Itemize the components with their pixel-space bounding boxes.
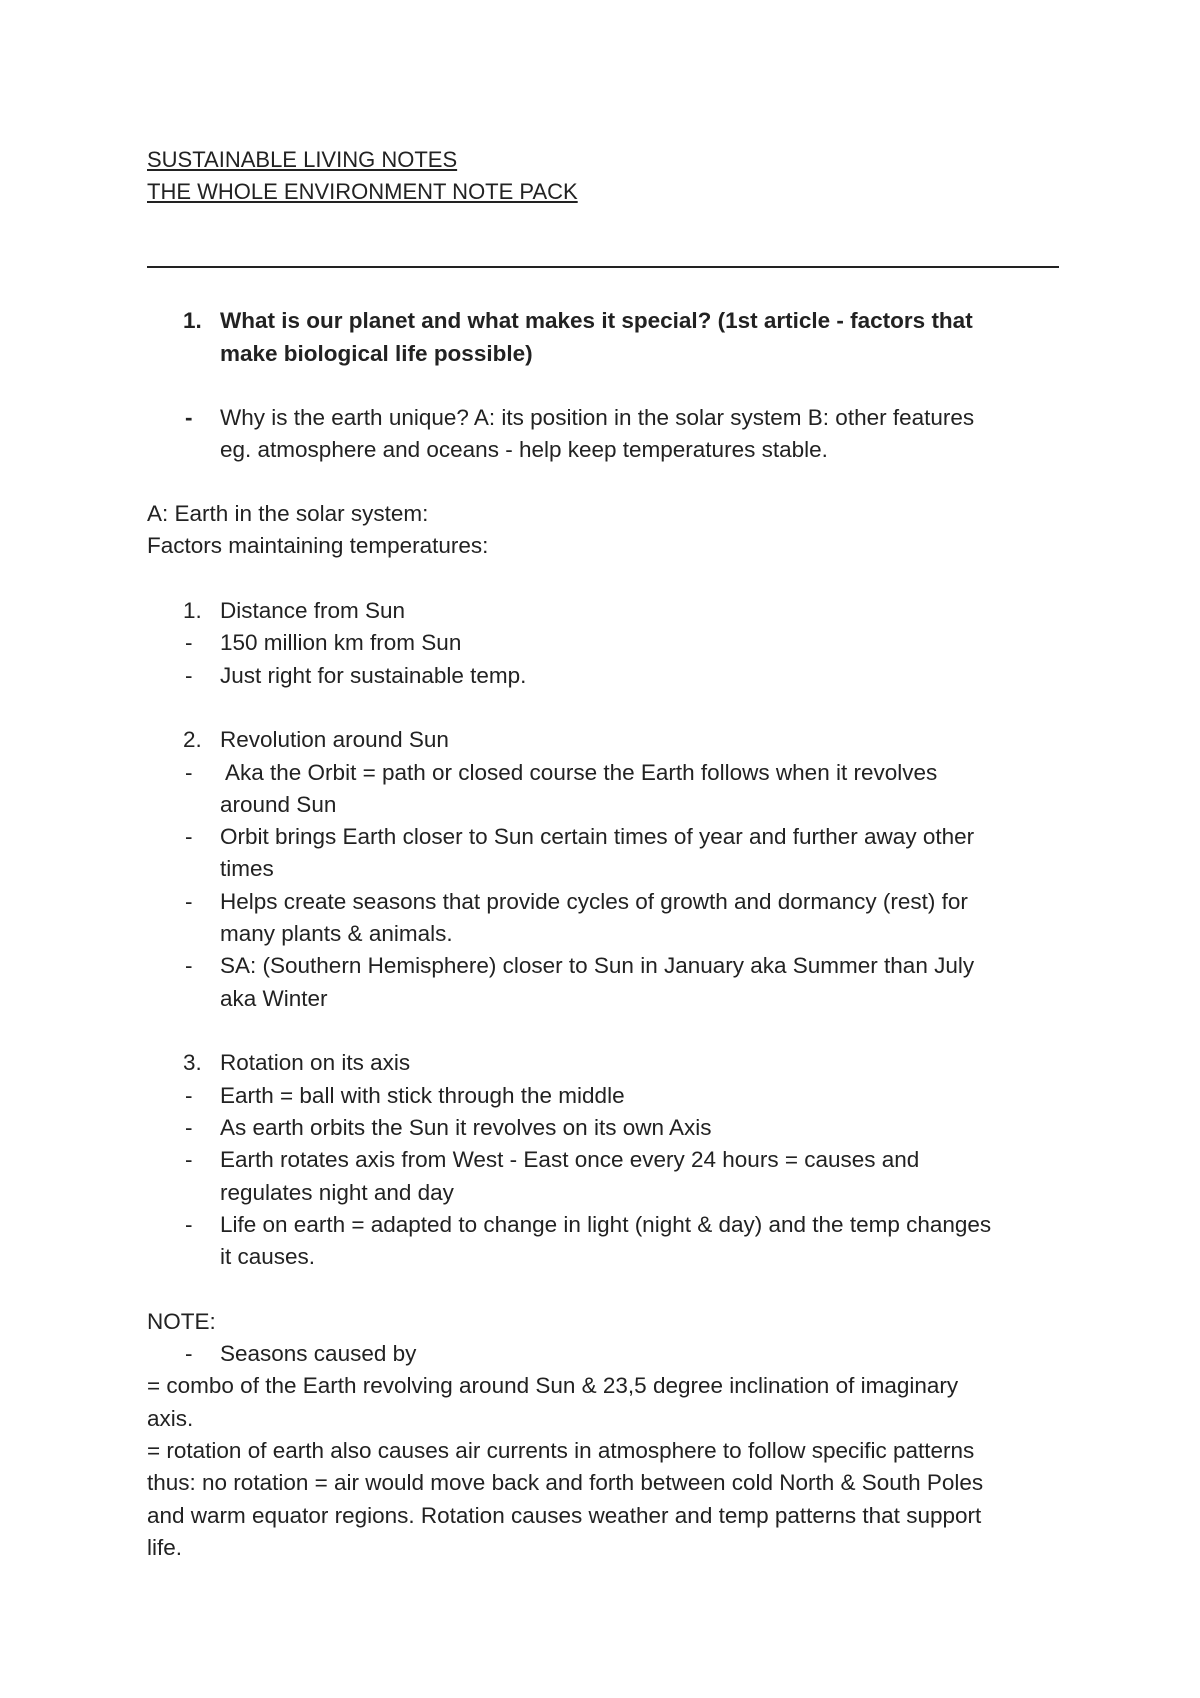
list-item-continuation: times	[220, 856, 274, 881]
list-item: Helps create seasons that provide cycles of growth and dormancy (rest) for	[220, 889, 968, 914]
list-item-continuation: aka Winter	[220, 986, 328, 1011]
note-paragraph-line: and warm equator regions. Rotation causes weather and temp patterns that support	[147, 1503, 982, 1528]
note-paragraph-line: = combo of the Earth revolving around Sun & 23,5 degree inclination of imaginary	[147, 1373, 959, 1398]
part-a-title: A: Earth in the solar system:	[147, 501, 429, 526]
bullet-dash: -	[185, 405, 193, 430]
list-item-continuation: many plants & animals.	[220, 921, 453, 946]
factor-number: 1.	[183, 598, 202, 623]
intro-line2: eg. atmosphere and oceans - help keep temperatures stable.	[220, 437, 828, 462]
list-item: As earth orbits the Sun it revolves on its own Axis	[220, 1115, 712, 1140]
list-dash: -	[185, 953, 193, 978]
factor-number: 3.	[183, 1050, 202, 1075]
list-dash: -	[185, 1115, 193, 1140]
list-item: Orbit brings Earth closer to Sun certain times of year and further away other	[220, 824, 975, 849]
document-title: SUSTAINABLE LIVING NOTES	[147, 147, 458, 172]
list-item-continuation: it causes.	[220, 1244, 316, 1269]
section-heading-line2: make biological life possible)	[220, 341, 533, 366]
list-item: Earth rotates axis from West - East once every 24 hours = causes and	[220, 1147, 920, 1172]
factor-number: 2.	[183, 727, 202, 752]
list-item: Life on earth = adapted to change in light (night & day) and the temp changes	[220, 1212, 992, 1237]
list-dash: -	[185, 1341, 193, 1366]
note-label: NOTE:	[147, 1309, 216, 1334]
section-number: 1.	[183, 308, 202, 333]
section-heading-line1: What is our planet and what makes it special? (1st article - factors that	[220, 308, 973, 333]
list-dash: -	[185, 889, 193, 914]
factor-title: Revolution around Sun	[220, 727, 449, 752]
note-bullet: Seasons caused by	[220, 1341, 417, 1366]
list-dash: -	[185, 1147, 193, 1172]
note-paragraph-line: = rotation of earth also causes air currents in atmosphere to follow specific patterns	[147, 1438, 975, 1463]
list-dash: -	[185, 1083, 193, 1108]
list-dash: -	[185, 1212, 193, 1237]
factor-title: Distance from Sun	[220, 598, 406, 623]
list-dash: -	[185, 824, 193, 849]
list-item-continuation: regulates night and day	[220, 1180, 454, 1205]
list-item: SA: (Southern Hemisphere) closer to Sun in January aka Summer than July	[220, 953, 975, 978]
list-item: Aka the Orbit = path or closed course the Earth follows when it revolves	[220, 760, 938, 785]
list-item-continuation: around Sun	[220, 792, 337, 817]
horizontal-rule	[147, 266, 1059, 268]
note-paragraph-line: axis.	[147, 1406, 194, 1431]
list-item: 150 million km from Sun	[220, 630, 462, 655]
document-subtitle: THE WHOLE ENVIRONMENT NOTE PACK	[147, 179, 578, 204]
note-paragraph-line: thus: no rotation = air would move back and forth between cold North & South Poles	[147, 1470, 984, 1495]
list-dash: -	[185, 663, 193, 688]
note-paragraph-line: life.	[147, 1535, 183, 1560]
factor-title: Rotation on its axis	[220, 1050, 411, 1075]
part-a-subtitle: Factors maintaining temperatures:	[147, 533, 489, 558]
list-dash: -	[185, 630, 193, 655]
list-item: Just right for sustainable temp.	[220, 663, 527, 688]
list-item: Earth = ball with stick through the middle	[220, 1083, 625, 1108]
list-dash: -	[185, 760, 193, 785]
intro-line1: Why is the earth unique? A: its position in the solar system B: other features	[220, 405, 975, 430]
